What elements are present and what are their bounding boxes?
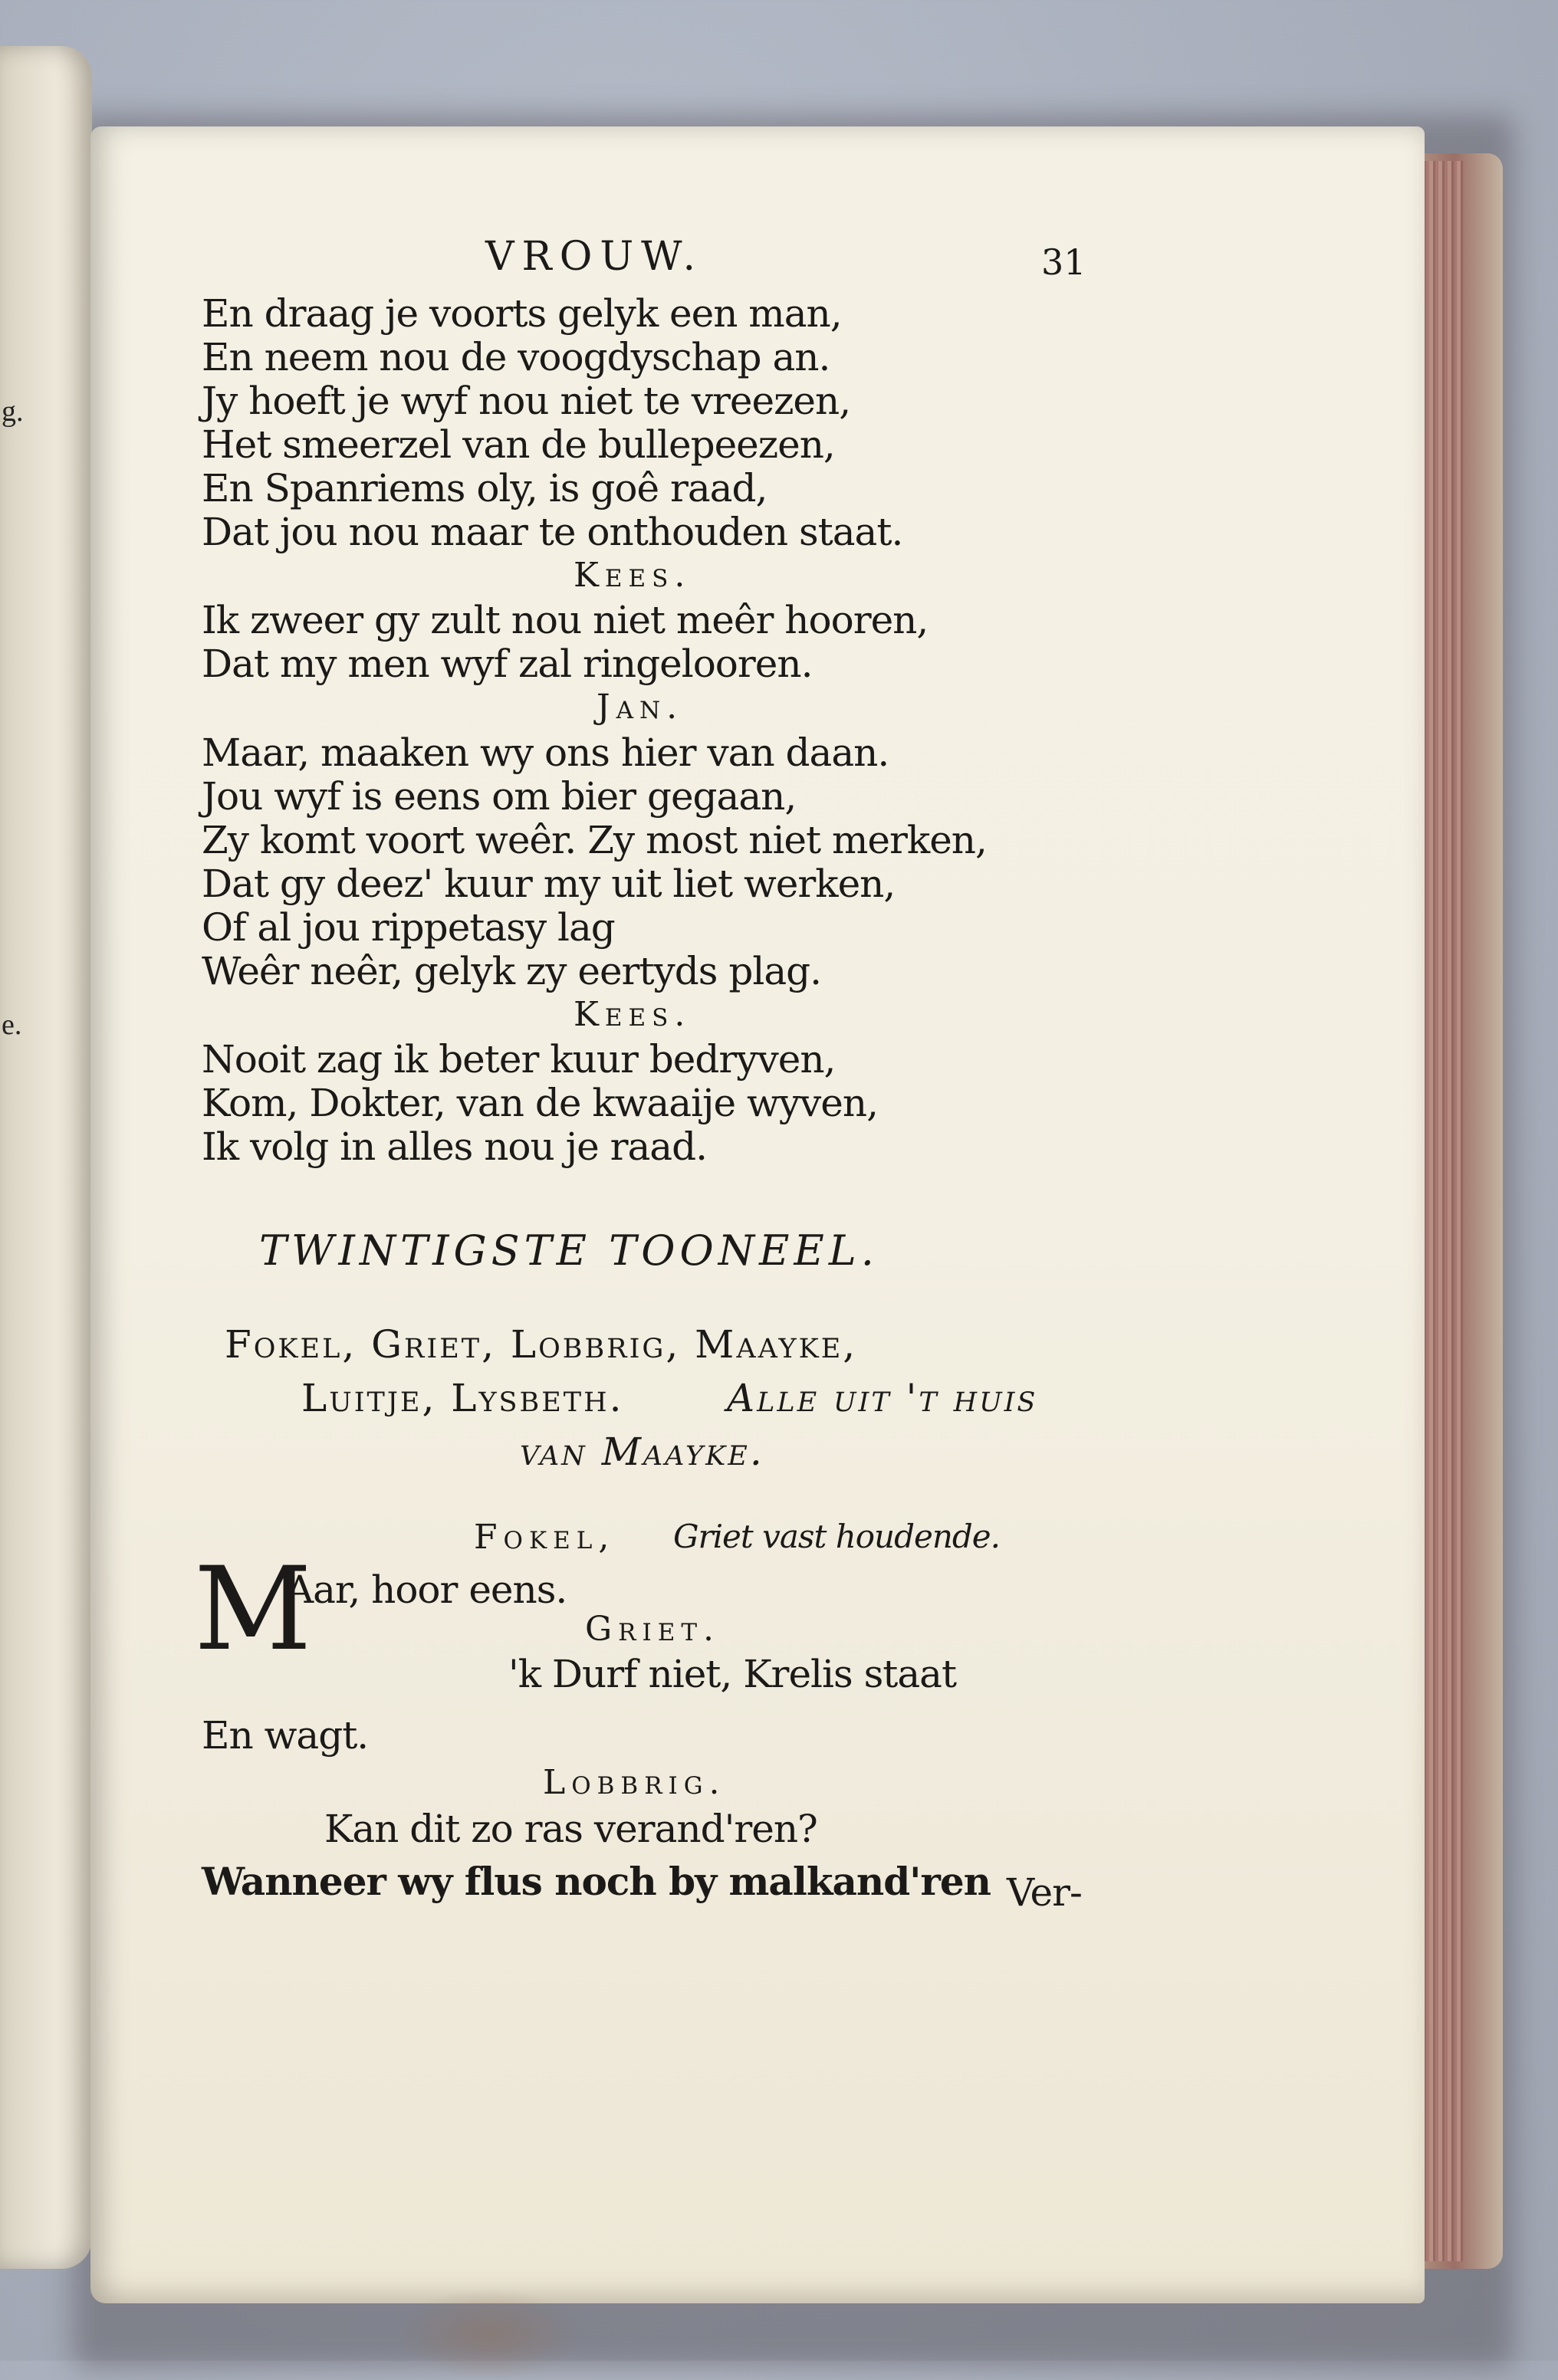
speaker-name: Fokel, xyxy=(474,1518,616,1557)
verse-line: En draag je voorts gelyk een man, xyxy=(202,291,842,336)
stage-direction: Griet vast houdende. xyxy=(673,1518,1000,1555)
verse-line: Nooit zag ik beter kuur bedryven, xyxy=(202,1037,836,1082)
verse-line: Kom, Dokter, van de kwaaije wyven, xyxy=(202,1081,878,1125)
verse-line: Of al jou rippetasy lag xyxy=(202,905,615,950)
drop-cap: M xyxy=(194,1543,312,1676)
stage-direction: Alle uit 't huis xyxy=(727,1376,1038,1420)
running-title: VROUW. xyxy=(485,234,704,280)
catchword: Ver- xyxy=(1007,1870,1082,1915)
speaker-name: Jan. xyxy=(597,688,684,727)
cast-list: Luitje, Lysbeth. xyxy=(301,1376,624,1420)
verse-line: Het smeerzel van de bullepeezen, xyxy=(202,422,835,467)
verse-line: Zy komt voort weêr. Zy most niet merken, xyxy=(202,818,987,862)
verse-line: Jy hoeft je wyf nou niet te vreezen, xyxy=(202,379,851,423)
left-page-edge xyxy=(0,46,92,2269)
verse-line: En wagt. xyxy=(202,1713,369,1758)
verse-line: En neem nou de voogdyschap an. xyxy=(202,335,830,379)
verse-line: Dat my men wyf zal ringelooren. xyxy=(202,642,813,686)
verse-line: Jou wyf is eens om bier gegaan, xyxy=(202,774,797,819)
cast-list: Fokel, Griet, Lobbrig, Maayke, xyxy=(225,1322,858,1367)
speaker-name: Kees. xyxy=(574,995,692,1034)
verse-line: Weêr neêr, gelyk zy eertyds plag. xyxy=(202,949,822,993)
scene-title: TWINTIGSTE TOONEEL. xyxy=(259,1226,879,1275)
verse-line: Dat gy deez' kuur my uit liet werken, xyxy=(202,862,896,906)
verse-line: Ik zweer gy zult nou niet meêr hooren, xyxy=(202,598,929,642)
speaker-name: Griet. xyxy=(585,1610,721,1649)
left-page-fragment: g. xyxy=(2,396,24,428)
verse-line: Dat jou nou maar te onthouden staat. xyxy=(202,510,903,554)
verse-line: Wanneer wy flus noch by malkand'ren xyxy=(202,1859,991,1904)
verse-line: Aar, hoor eens. xyxy=(286,1568,567,1612)
page-number: 31 xyxy=(1041,241,1086,283)
verse-line: 'k Durf niet, Krelis staat xyxy=(508,1652,957,1696)
verse-line: Maar, maaken wy ons hier van daan. xyxy=(202,730,889,775)
speaker-name: Kees. xyxy=(574,556,692,595)
page-stain xyxy=(397,2288,581,2380)
verse-line: Ik volg in alles nou je raad. xyxy=(202,1124,708,1169)
speaker-name: Lobbrig. xyxy=(543,1763,726,1802)
verse-line: En Spanriems oly, is goê raad, xyxy=(202,466,767,510)
stage-direction: van Maayke. xyxy=(520,1430,764,1474)
book-page xyxy=(90,126,1425,2303)
left-page-fragment: e. xyxy=(2,1009,22,1041)
verse-line: Kan dit zo ras verand'ren? xyxy=(324,1807,817,1851)
